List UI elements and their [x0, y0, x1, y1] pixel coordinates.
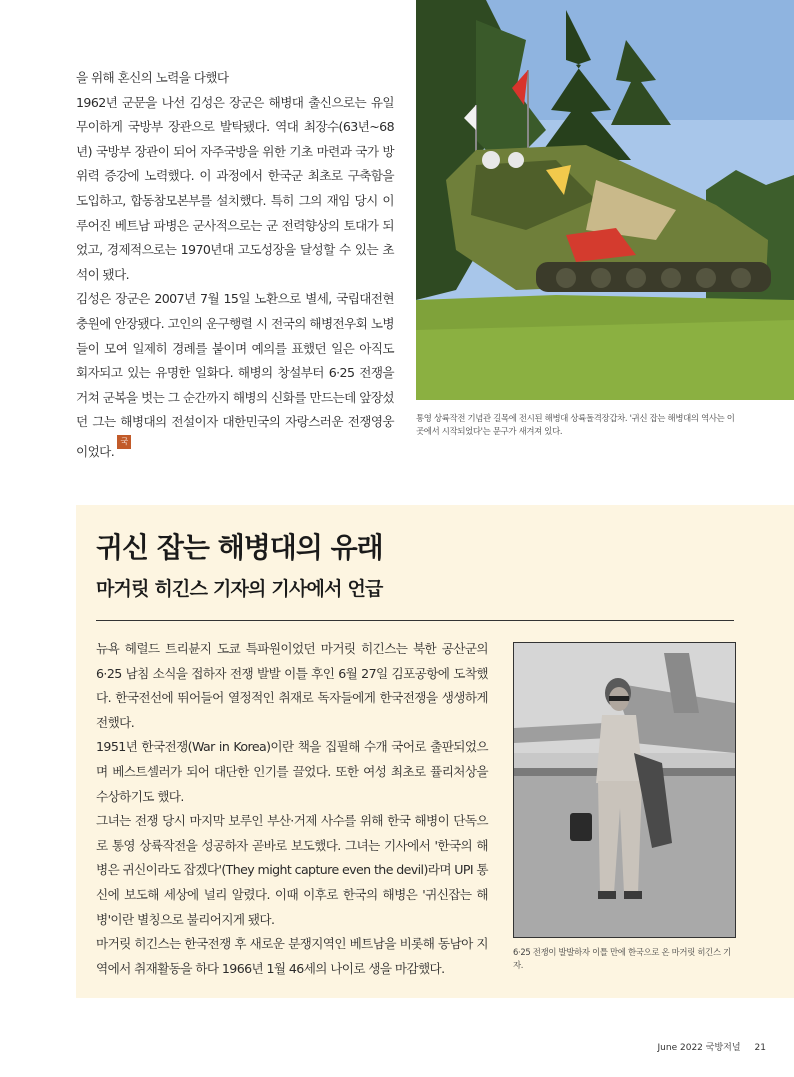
page-number: 21: [754, 1043, 766, 1053]
tank-wheel: [661, 268, 681, 288]
article-paragraph-text: 김성은 장군은 2007년 7월 15일 노환으로 별세, 국립대전현충원에 안장됐다. 고인의 운구행렬 시 전국의 해병전우회 노병들이 모여 일제히 경례를 붙이며 예의를 표했던 일은 아직도 회자되고 있는 유명한 일화다. 해병의 창설부터 6·25 전쟁을 거쳐 군복을 벗는 그 순간까지 해병의 신화를 만드는데 앞장섰던 그는 해병대의 전설이자 대한민국의 자랑스러운 전쟁영웅이었다.: [76, 291, 394, 459]
box-paragraph: 마거릿 히긴스는 한국전쟁 후 새로운 분쟁지역인 베트남을 비롯해 동남아 지역에서 취재활동을 하다 1966년 1월 46세의 나이로 생을 마감했다.: [96, 936, 488, 976]
page-footer: [658, 1040, 766, 1053]
box-paragraph: 그녀는 전쟁 당시 마지막 보루인 부산·거제 사수를 위해 한국 해병이 단독으로 통영 상륙작전을 성공하자 곧바로 보도했다. 그녀는 기사에서 '한국의 해병은 귀신이라도 잡겠다'(They might capture even the devil)라며 UPI 통신에 보도해 세상에 널리 알렸다. 이때 이후로 한국의 해병은 '귀신잡는 해병'이란 별칭으로 불리어지게 됐다.: [96, 813, 488, 927]
article-body-top: [76, 66, 394, 465]
box-divider: [96, 620, 734, 621]
tank-wheel: [731, 268, 751, 288]
figure-shoe: [598, 891, 616, 899]
publication-name: June 2022 국방저널: [657, 1043, 741, 1053]
tank-wheel: [696, 268, 716, 288]
grass-foreground: [416, 320, 794, 400]
bag-icon: [570, 813, 592, 841]
tank-photo-caption: 통영 상륙작전 기념관 길목에 전시된 해병대 상륙돌격장갑차. '귀신 잡는 해병대의 역사는 이곳에서 시작되었다'는 문구가 새겨져 있다.: [416, 413, 735, 436]
tank-wheel: [626, 268, 646, 288]
tank-photo-illustration: [416, 0, 794, 400]
end-mark-icon: 국방: [117, 435, 131, 449]
tank-wheel: [591, 268, 611, 288]
article-paragraph: [76, 287, 394, 464]
tank-photo: [416, 0, 794, 400]
higgins-photo: [513, 642, 736, 938]
article-paragraph: 을 위해 혼신의 노력을 다했다: [76, 70, 229, 85]
figure-shoe: [624, 891, 642, 899]
article-paragraph: 1962년 군문을 나선 김성은 장군은 해병대 출신으로는 유일무이하게 국방부 장관으로 발탁됐다. 역대 최장수(63년~68년) 국방부 장관이 되어 자주국방을 위한 기초 마련과 국가 방위력 증강에 노력했다. 이 과정에서 한국군 최초로 구축함을 도입하고, 합동참모본부를 설치했다. 특히 그의 재임 당시 이루어진 베트남 파병은 군사적으로는 군 전력향상의 토대가 되었고, 경제적으로는 1970년대 고도성장을 달성할 수 있는 초석이 됐다.: [76, 94, 394, 282]
box-title: 귀신 잡는 해병대의 유래: [96, 531, 383, 564]
box-subtitle: 마거릿 히긴스 기자의 기사에서 언급: [96, 578, 383, 600]
tank-headlight: [482, 151, 500, 169]
tank-headlight-2: [508, 152, 524, 168]
box-paragraph: 뉴욕 헤럴드 트리뷴지 도쿄 특파원이었던 마거릿 히긴스는 북한 공산군의 6·25 남침 소식을 접하자 전쟁 발발 이틀 후인 6월 27일 김포공항에 도착했다. 한국전선에 뛰어들어 열정적인 취재로 독자들에게 한국전쟁을 생생하게 전했다.: [96, 641, 488, 730]
box-body: [96, 637, 488, 981]
box-paragraph: 1951년 한국전쟁(War in Korea)이란 책을 집필해 수개 국어로 출판되었으며 베스트셀러가 되어 대단한 인기를 끌었다. 또한 여성 최초로 퓰리처상을 수상하기도 했다.: [96, 739, 488, 804]
tank-wheel: [556, 268, 576, 288]
sunglasses-icon: [609, 696, 629, 701]
figure-shirt: [596, 715, 644, 783]
higgins-photo-caption: 6·25 전쟁이 발발하자 이틀 만에 한국으로 온 마거릿 히긴스 기자.: [513, 947, 731, 970]
higgins-photo-illustration: [514, 643, 735, 937]
